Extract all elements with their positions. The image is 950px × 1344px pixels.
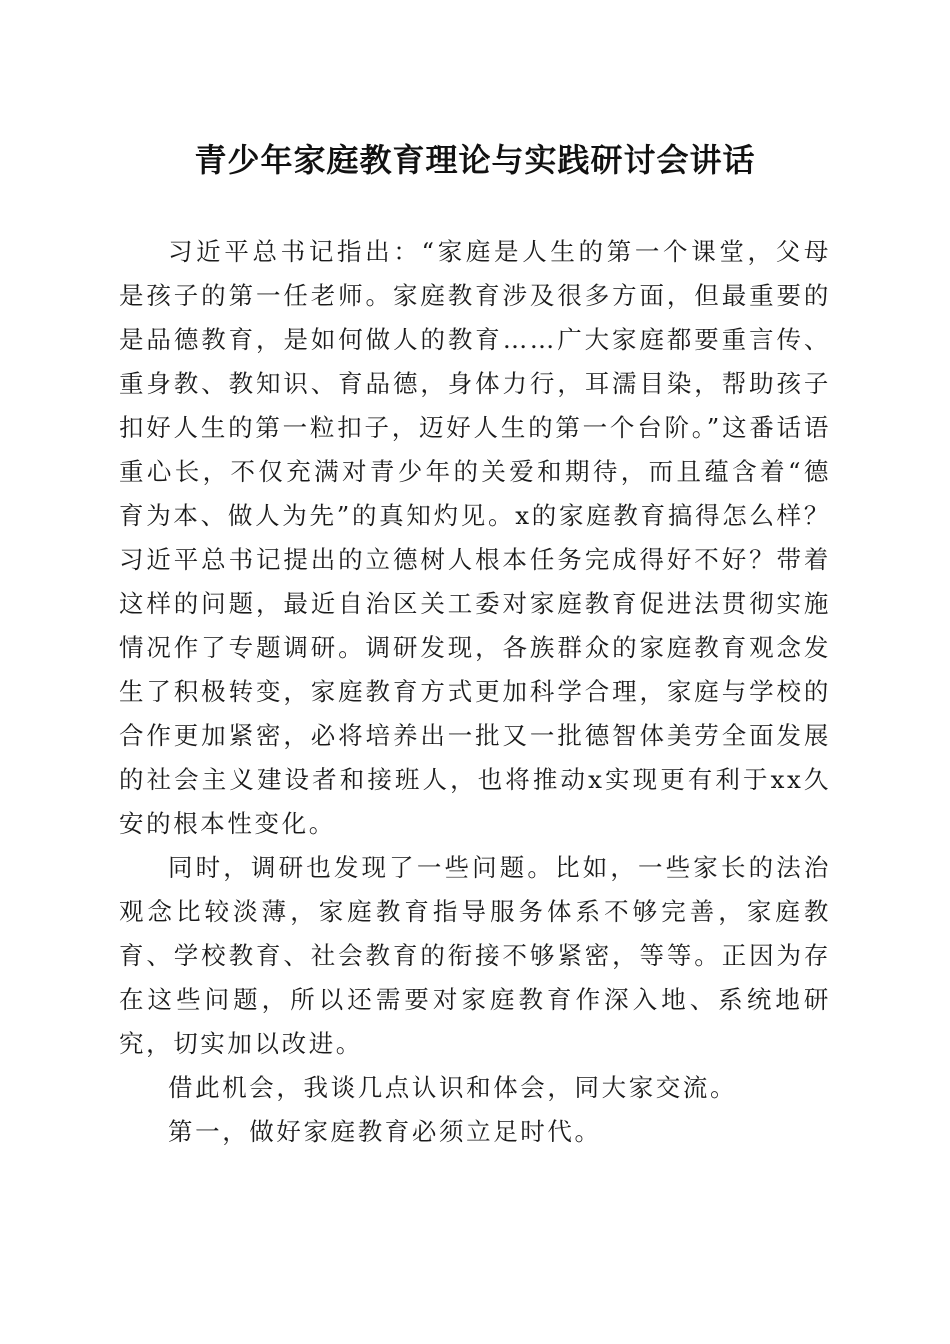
- paragraph-problems: 同时，调研也发现了一些问题。比如，一些家长的法治观念比较淡薄，家庭教育指导服务体系不够完善，家庭教育、学校教育、社会教育的衔接不够紧密，等等。正因为存在这些问题，所以还需要对家庭教育作深入地、系统地研究，切实加以改进。: [119, 853, 831, 1058]
- paragraph-transition: 借此机会，我谈几点认识和体会，同大家交流。: [168, 1073, 738, 1102]
- paragraph-intro: 习近平总书记指出：“家庭是人生的第一个课堂，父母是孩子的第一任老师。家庭教育涉及很多方面，但最重要的是品德教育，是如何做人的教育……广大家庭都要重言传、重身教、教知识、育品德，身体力行，耳濡目染，帮助孩子扣好人生的第一粒扣子，迈好人生的第一个台阶。”这番话语重心长，不仅充满对青少年的关爱和期待，而且蕴含着“德育为本、做人为先”的真知灼见。x的家庭教育搞得怎么样？习近平总书记提出的立德树人根本任务完成得好不好？带着这样的问题，最近自治区关工委对家庭教育促进法贯彻实施情况作了专题调研。调研发现，各族群众的家庭教育观念发生了积极转变，家庭教育方式更加科学合理，家庭与学校的合作更加紧密，必将培养出一批又一批德智体美劳全面发展的社会主义建设者和接班人，也将推动x实现更有利于xx久安的根本性变化。: [119, 237, 831, 838]
- document-title: 青少年家庭教育理论与实践研讨会讲话: [194, 141, 756, 179]
- paragraph-point-one: 第一，做好家庭教育必须立足时代。: [168, 1117, 602, 1146]
- document-body: [119, 230, 831, 1154]
